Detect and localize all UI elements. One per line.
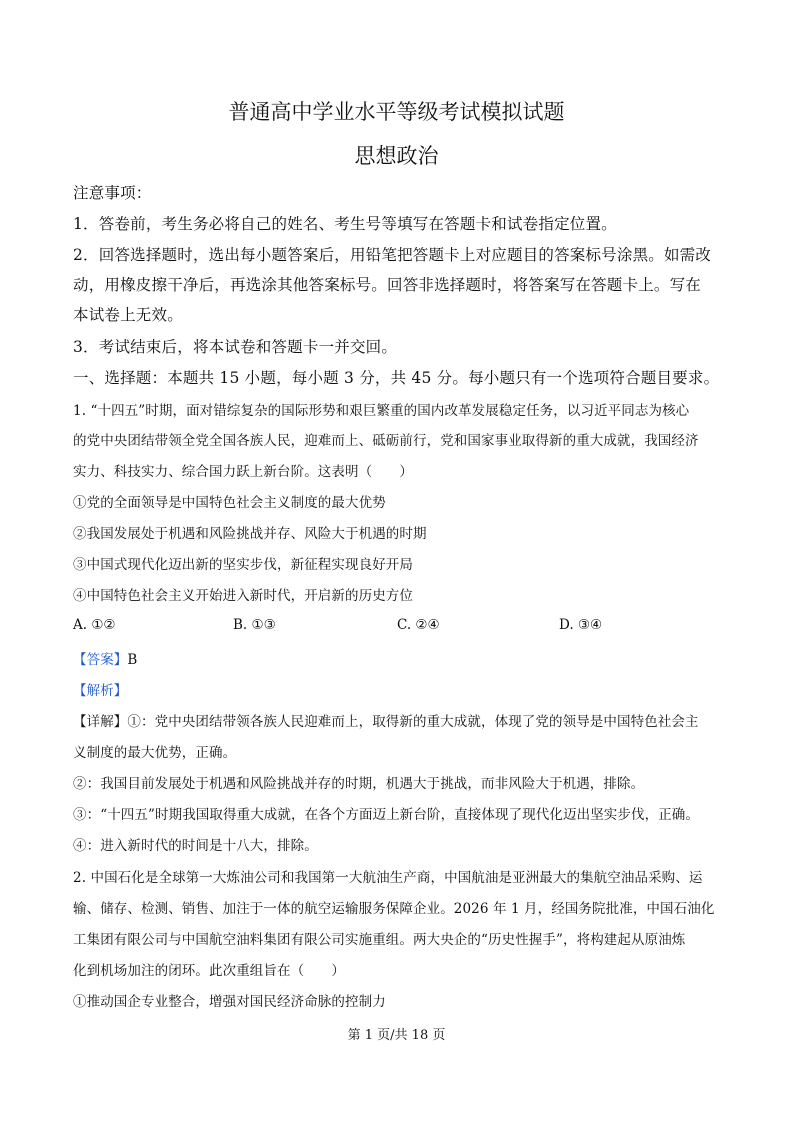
notice-item: 3．考试结束后，将本试卷和答题卡一并交回。 (73, 338, 398, 356)
q1-statement: ④中国特色社会主义开始进入新时代，开启新的历史方位 (73, 588, 413, 604)
exam-title: 普通高中学业水平等级考试模拟试题 (228, 100, 565, 124)
q1-stem-line: 的党中央团结带领全党全国各族人民，迎难而上、砥砺前行，党和国家事业取得新的重大成就，我国经济 (73, 433, 699, 449)
q2-statement: ①推动国企专业整合，增强对国民经济命脉的控制力 (73, 994, 386, 1010)
subject-title: 思想政治 (354, 144, 439, 168)
analysis-tag: 【解析】 (73, 683, 128, 699)
q1-detail-line: 义制度的最大优势，正确。 (73, 745, 237, 761)
notice-item: 1．答卷前，考生务必将自己的姓名、考生号等填写在答题卡和试卷指定位置。 (73, 215, 617, 233)
answer-tag: 【答案】 (73, 652, 128, 668)
q1-stem-line: 1. “十四五”时期，面对错综复杂的国际形势和艰巨繁重的国内改革发展稳定任务，以习近平同志为核心 (73, 403, 690, 419)
q1-option-a: A. ①② (73, 617, 116, 633)
notice-heading: 注意事项： (73, 184, 152, 202)
q1-option-d: D. ③④ (559, 617, 603, 633)
q1-option-b: B. ①③ (233, 617, 276, 633)
q1-detail-line: ④：进入新时代的时间是十八大，排除。 (73, 838, 318, 854)
q1-statement: ②我国发展处于机遇和风险挑战并存、风险大于机遇的时期 (73, 526, 427, 542)
notice-item: 2．回答选择题时，选出每小题答案后，用铅笔把答题卡上对应题目的答案标号涂黑。如需改 (73, 246, 712, 264)
page-number: 第 1 页/共 18 页 (347, 1028, 446, 1043)
q1-statement: ①党的全面领导是中国特色社会主义制度的最大优势 (73, 495, 386, 511)
detail-tag: 【详解】 (73, 714, 128, 730)
answer-value: B (127, 652, 138, 668)
q1-detail-line (73, 710, 728, 730)
q2-stem-line: 2. 中国石化是全球第一大炼油公司和我国第一大航油生产商，中国航油是亚洲最大的集航空油品采购、运 (73, 870, 703, 886)
q1-option-c: C. ②④ (397, 617, 440, 633)
notice-item: 本试卷上无效。 (73, 306, 183, 324)
q1-statement: ③中国式现代化迈出新的坚实步伐，新征程实现良好开局 (73, 557, 413, 573)
detail-text: ①：党中央团结带领各族人民迎难而上，取得新的重大成就，体现了党的领导是中国特色社会主 (127, 714, 699, 730)
q2-stem-line: 工集团有限公司与中国航空油料集团有限公司实施重组。两大央企的“历史性握手”，将构建起从原油炼 (73, 932, 686, 948)
q2-stem-line: 输、储存、检测、销售、加注于一体的航空运输服务保障企业。2026 年 1 月，经国务院批准，中国石油化 (73, 901, 715, 917)
q1-stem-line: 实力、科技实力、综合国力跃上新台阶。这表明（ ） (73, 464, 413, 480)
section-heading: 一、选择题：本题共 15 小题，每小题 3 分，共 45 分。每小题只有一个选项符合题目要求。 (73, 369, 720, 387)
q1-detail-line: ③：“十四五”时期我国取得重大成就，在各个方面迈上新台阶，直接体现了现代化迈出坚实步伐，正确。 (73, 807, 700, 823)
q2-stem-line: 化到机场加注的闭环。此次重组旨在（ ） (73, 963, 345, 979)
notice-item: 动，用橡皮擦干净后，再选涂其他答案标号。回答非选择题时，将答案写在答题卡上。写在 (73, 276, 702, 294)
q1-answer-line (73, 648, 728, 668)
q1-detail-line: ②：我国目前发展处于机遇和风险挑战并存的时期，机遇大于挑战，而非风险大于机遇，排除。 (73, 776, 645, 792)
